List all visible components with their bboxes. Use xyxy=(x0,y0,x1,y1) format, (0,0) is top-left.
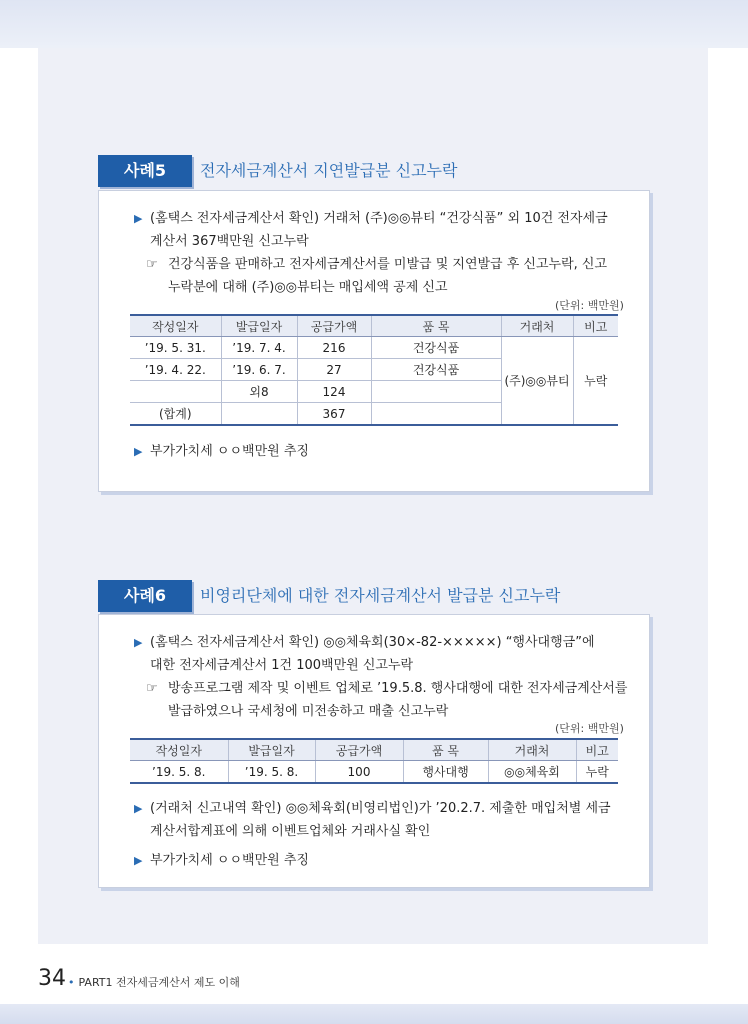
case5-table xyxy=(130,314,618,426)
table-cell: 누락 xyxy=(576,761,618,784)
merged-note-cell: 누락 xyxy=(573,337,618,426)
case5-bullet1-cont: 계산서 367백만원 신고누락 xyxy=(150,234,309,249)
case5-unit: (단위: 백만원) xyxy=(555,299,624,312)
case6-bullet1-text: (홈택스 전자세금계산서 확인) ◎◎체육회(30×-82-×××××) “행사대행금”에 xyxy=(150,635,595,650)
header-cell: 공급가액 xyxy=(297,315,371,337)
table-cell xyxy=(221,403,297,426)
table-cell: ’19. 5. 8. xyxy=(130,761,228,784)
table-cell: 행사대행 xyxy=(403,761,488,784)
case6-bullet2-cont: 계산서합계표에 의해 이벤트업체와 거래사실 확인 xyxy=(150,824,431,839)
table-cell xyxy=(371,403,501,426)
right-triangle-icon: ▶ xyxy=(134,636,143,649)
case6-bullet1-cont: 대한 전자세금계산서 1건 100백만원 신고누락 xyxy=(150,658,414,673)
footer-label xyxy=(68,974,240,990)
table-cell: ’19. 6. 7. xyxy=(221,359,297,381)
dot-icon: • xyxy=(68,976,75,989)
header-cell: 발급일자 xyxy=(228,739,315,761)
case6-unit: (단위: 백만원) xyxy=(555,722,624,735)
case6-bullet3-text: 부가가치세 ㅇㅇ백만원 추징 xyxy=(150,853,309,868)
case5-note-text: 건강식품을 판매하고 전자세금계산서를 미발급 및 지연발급 후 신고누락, 신고 xyxy=(168,257,608,272)
case6-bullet3 xyxy=(134,852,309,870)
right-triangle-icon: ▶ xyxy=(134,802,143,815)
header-cell: 발급일자 xyxy=(221,315,297,337)
case5-note xyxy=(146,256,607,274)
table-cell: 건강식품 xyxy=(371,337,501,359)
right-triangle-icon: ▶ xyxy=(134,854,143,867)
case6-note xyxy=(146,680,627,698)
table-header-row xyxy=(130,739,618,761)
table-cell xyxy=(371,381,501,403)
table-cell: (합계) xyxy=(130,403,221,426)
header-cell: 비고 xyxy=(576,739,618,761)
table-cell: ’19. 7. 4. xyxy=(221,337,297,359)
page-number: 34 xyxy=(38,966,66,991)
case6-table xyxy=(130,738,618,784)
case6-bullet2-text: (거래처 신고내역 확인) ◎◎체육회(비영리법인)가 ’20.2.7. 제출한 매입처별 세금 xyxy=(150,801,611,816)
header-cell: 작성일자 xyxy=(130,315,221,337)
table-header-row xyxy=(130,315,618,337)
table-cell: 124 xyxy=(297,381,371,403)
case6-note-text: 방송프로그램 제작 및 이벤트 업체로 ’19.5.8. 행사대행에 대한 전자세금계산서를 xyxy=(168,681,628,696)
pointing-hand-icon: ☞ xyxy=(146,681,158,696)
case6-tab xyxy=(98,580,192,612)
case6-title: 비영리단체에 대한 전자세금계산서 발급분 신고누락 xyxy=(200,586,561,605)
table-cell: 367 xyxy=(297,403,371,426)
header-cell: 공급가액 xyxy=(315,739,403,761)
table-cell: 216 xyxy=(297,337,371,359)
case6-bullet1 xyxy=(134,634,595,652)
header-cell: 거래처 xyxy=(501,315,573,337)
header-cell: 품 목 xyxy=(371,315,501,337)
header-cell: 비고 xyxy=(573,315,618,337)
header-cell: 품 목 xyxy=(403,739,488,761)
table-cell: 외8 xyxy=(221,381,297,403)
case5-bullet2 xyxy=(134,443,309,461)
table-cell: ’19. 5. 31. xyxy=(130,337,221,359)
case5-title: 전자세금계산서 지연발급분 신고누락 xyxy=(200,161,458,180)
table-row xyxy=(130,337,618,359)
footer-decoration xyxy=(0,1004,748,1024)
header-cell: 작성일자 xyxy=(130,739,228,761)
table-row xyxy=(130,761,618,784)
right-triangle-icon: ▶ xyxy=(134,445,143,458)
case5-bullet1 xyxy=(134,210,608,228)
case5-tab-label: 사례5 xyxy=(124,161,167,180)
table-cell: ◎◎체육회 xyxy=(488,761,576,784)
case5-bullet1-text: (홈택스 전자세금계산서 확인) 거래처 (주)◎◎뷰티 “건강식품” 외 10건 전자세금 xyxy=(150,211,608,226)
header-cell: 거래처 xyxy=(488,739,576,761)
case6-tab-label: 사례6 xyxy=(124,586,167,605)
merged-vendor-cell: (주)◎◎뷰티 xyxy=(501,337,573,426)
table-cell: ’19. 4. 22. xyxy=(130,359,221,381)
case5-bullet2-text: 부가가치세 ㅇㅇ백만원 추징 xyxy=(150,444,309,459)
table-cell: ’19. 5. 8. xyxy=(228,761,315,784)
case6-note-cont: 발급하였으나 국세청에 미전송하고 매출 신고누락 xyxy=(168,704,449,719)
header-decoration xyxy=(0,0,748,48)
pointing-hand-icon: ☞ xyxy=(146,257,158,272)
table-cell: 100 xyxy=(315,761,403,784)
table-cell: 27 xyxy=(297,359,371,381)
table-cell: 건강식품 xyxy=(371,359,501,381)
table-cell xyxy=(130,381,221,403)
footer-text: PART1 전자세금계산서 제도 이해 xyxy=(78,976,240,989)
right-triangle-icon: ▶ xyxy=(134,212,143,225)
case6-bullet2 xyxy=(134,800,611,818)
case5-note-cont: 누락분에 대해 (주)◎◎뷰티는 매입세액 공제 신고 xyxy=(168,280,448,295)
case5-tab xyxy=(98,155,192,187)
